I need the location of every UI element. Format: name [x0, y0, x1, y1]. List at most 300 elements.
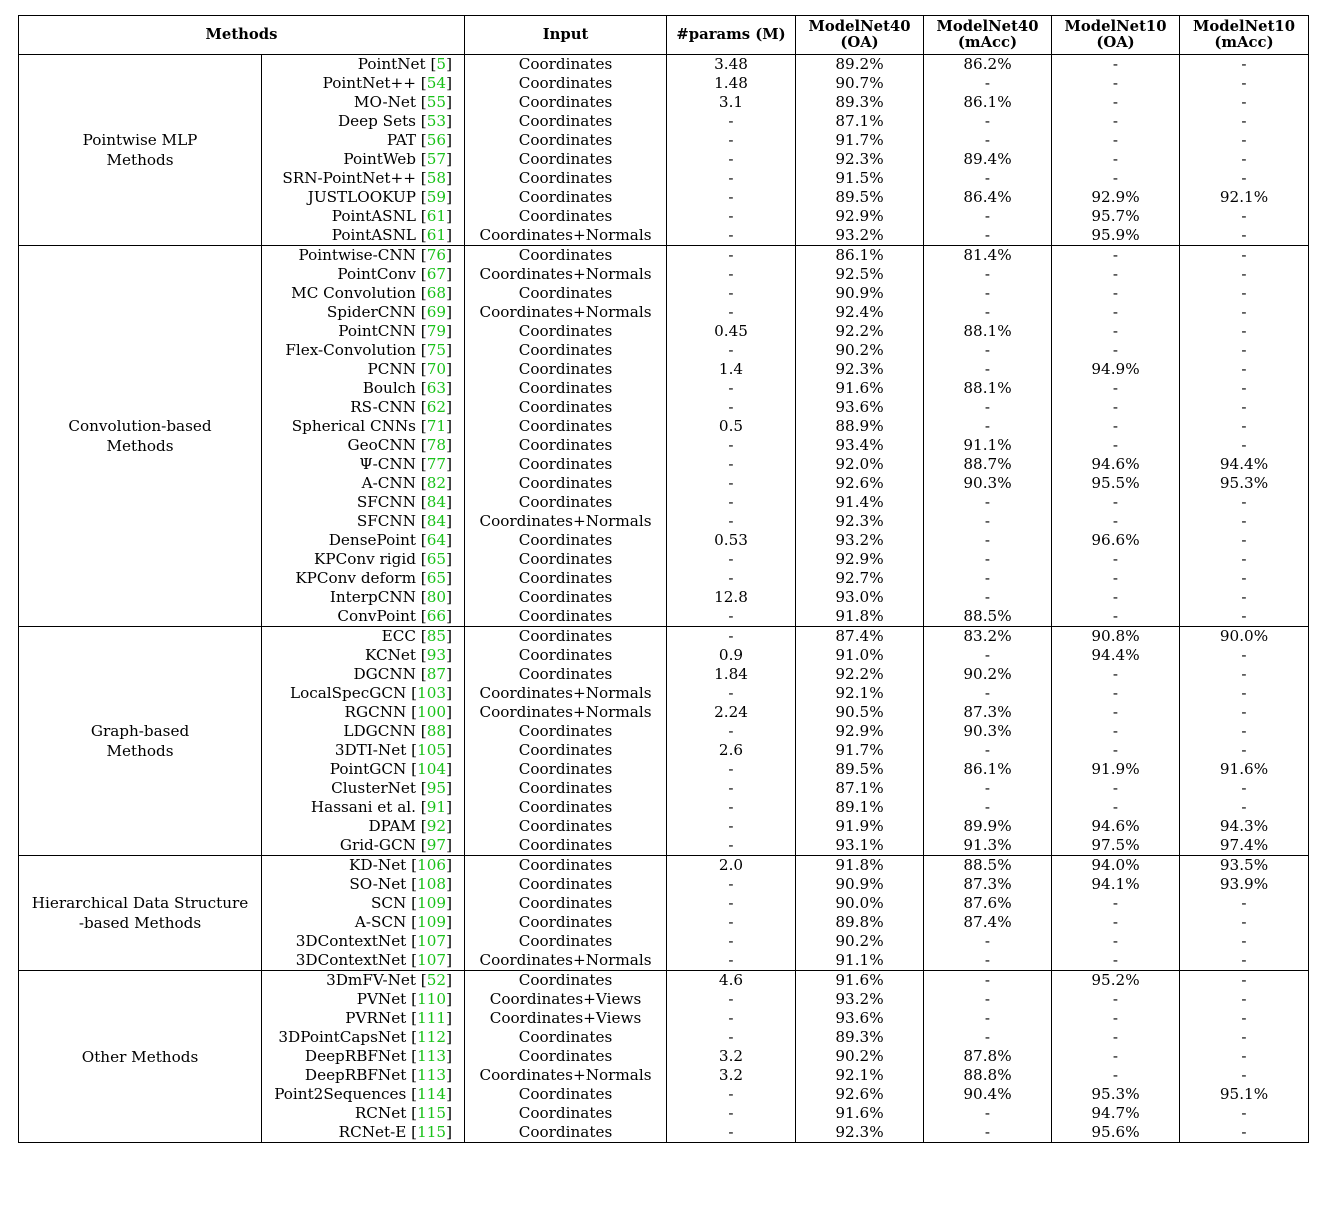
- mn10-macc-cell: -: [1180, 512, 1309, 531]
- mn40-oa-cell: 89.5%: [796, 188, 924, 207]
- citation-link[interactable]: 87: [426, 665, 447, 683]
- mn10-macc-cell: 95.1%: [1180, 1085, 1309, 1104]
- input-cell: Coordinates+Normals: [465, 703, 667, 722]
- citation-link[interactable]: 111: [417, 1009, 447, 1027]
- input-cell: Coordinates+Normals: [465, 684, 667, 703]
- mn10-macc-cell: -: [1180, 569, 1309, 588]
- mn10-macc-cell: -: [1180, 360, 1309, 379]
- params-cell: -: [667, 722, 796, 741]
- mn10-oa-cell: -: [1052, 569, 1180, 588]
- mn40-macc-cell: -: [924, 1028, 1052, 1047]
- mn40-macc-cell: 89.9%: [924, 817, 1052, 836]
- mn10-oa-cell: -: [1052, 93, 1180, 112]
- mn10-oa-cell: 91.9%: [1052, 760, 1180, 779]
- mn40-macc-cell: -: [924, 417, 1052, 436]
- mn40-oa-cell: 92.3%: [796, 1123, 924, 1143]
- input-cell: Coordinates: [465, 93, 667, 112]
- params-cell: -: [667, 836, 796, 856]
- citation-link[interactable]: 88: [426, 722, 447, 740]
- citation-link[interactable]: 66: [426, 607, 447, 625]
- method-name: Flex-Convolution [75]: [262, 341, 465, 360]
- citation-link[interactable]: 115: [417, 1104, 447, 1122]
- citation-link[interactable]: 82: [426, 474, 447, 492]
- mn40-oa-cell: 89.8%: [796, 913, 924, 932]
- params-cell: -: [667, 246, 796, 266]
- mn10-oa-cell: -: [1052, 1047, 1180, 1066]
- mn10-oa-cell: 94.9%: [1052, 360, 1180, 379]
- params-cell: -: [667, 1009, 796, 1028]
- mn40-macc-cell: -: [924, 588, 1052, 607]
- mn40-macc-cell: -: [924, 303, 1052, 322]
- results-table-container: [18, 15, 1309, 1143]
- mn40-macc-cell: 90.3%: [924, 474, 1052, 493]
- params-cell: -: [667, 226, 796, 246]
- table-row: [19, 55, 1309, 75]
- mn40-macc-cell: 87.4%: [924, 913, 1052, 932]
- params-cell: -: [667, 303, 796, 322]
- citation-link[interactable]: 63: [426, 379, 447, 397]
- citation-link[interactable]: 5: [436, 55, 447, 73]
- mn10-macc-cell: -: [1180, 1104, 1309, 1123]
- params-cell: 3.1: [667, 93, 796, 112]
- citation-link[interactable]: 108: [417, 875, 447, 893]
- mn10-macc-cell: -: [1180, 588, 1309, 607]
- params-cell: -: [667, 894, 796, 913]
- mn10-oa-cell: -: [1052, 379, 1180, 398]
- mn10-oa-cell: -: [1052, 436, 1180, 455]
- params-cell: 3.2: [667, 1047, 796, 1066]
- mn40-oa-cell: 87.1%: [796, 779, 924, 798]
- mn10-oa-cell: 95.5%: [1052, 474, 1180, 493]
- params-cell: -: [667, 493, 796, 512]
- params-cell: 0.53: [667, 531, 796, 550]
- mn10-macc-cell: 92.1%: [1180, 188, 1309, 207]
- header-params: #params (M): [667, 16, 796, 55]
- mn40-oa-cell: 92.1%: [796, 1066, 924, 1085]
- citation-link[interactable]: 95: [426, 779, 447, 797]
- group-label: Graph-based Methods: [19, 627, 262, 856]
- mn40-oa-cell: 91.9%: [796, 817, 924, 836]
- params-cell: -: [667, 265, 796, 284]
- mn10-oa-cell: -: [1052, 1028, 1180, 1047]
- method-name: 3DTI-Net [105]: [262, 741, 465, 760]
- mn40-oa-cell: 89.5%: [796, 760, 924, 779]
- mn10-macc-cell: -: [1180, 226, 1309, 246]
- citation-link[interactable]: 58: [426, 169, 447, 187]
- mn10-oa-cell: -: [1052, 55, 1180, 75]
- mn40-macc-cell: -: [924, 360, 1052, 379]
- params-cell: 2.6: [667, 741, 796, 760]
- mn10-macc-cell: -: [1180, 531, 1309, 550]
- mn10-macc-cell: 97.4%: [1180, 836, 1309, 856]
- mn40-oa-cell: 90.2%: [796, 932, 924, 951]
- mn40-oa-cell: 93.2%: [796, 990, 924, 1009]
- mn10-oa-cell: -: [1052, 798, 1180, 817]
- citation-link[interactable]: 109: [417, 913, 447, 931]
- input-cell: Coordinates: [465, 1104, 667, 1123]
- citation-link[interactable]: 59: [426, 188, 447, 206]
- mn40-macc-cell: -: [924, 798, 1052, 817]
- method-name: Boulch [63]: [262, 379, 465, 398]
- citation-link[interactable]: 112: [417, 1028, 447, 1046]
- method-name: RCNet [115]: [262, 1104, 465, 1123]
- mn40-oa-cell: 92.6%: [796, 1085, 924, 1104]
- method-name: RS-CNN [62]: [262, 398, 465, 417]
- mn40-oa-cell: 89.3%: [796, 93, 924, 112]
- citation-link[interactable]: 115: [417, 1123, 447, 1141]
- citation-link[interactable]: 113: [417, 1047, 447, 1065]
- mn10-macc-cell: -: [1180, 74, 1309, 93]
- input-cell: Coordinates: [465, 817, 667, 836]
- citation-link[interactable]: 61: [426, 226, 447, 244]
- params-cell: -: [667, 455, 796, 474]
- input-cell: Coordinates: [465, 74, 667, 93]
- citation-link[interactable]: 69: [426, 303, 447, 321]
- mn40-macc-cell: -: [924, 74, 1052, 93]
- citation-link[interactable]: 92: [426, 817, 447, 835]
- mn40-oa-cell: 92.6%: [796, 474, 924, 493]
- method-name: PointConv [67]: [262, 265, 465, 284]
- citation-link[interactable]: 65: [426, 550, 447, 568]
- mn40-macc-cell: 90.2%: [924, 665, 1052, 684]
- mn40-oa-cell: 92.2%: [796, 322, 924, 341]
- mn10-macc-cell: 94.3%: [1180, 817, 1309, 836]
- mn10-macc-cell: -: [1180, 1028, 1309, 1047]
- method-name: PVRNet [111]: [262, 1009, 465, 1028]
- mn10-macc-cell: -: [1180, 55, 1309, 75]
- input-cell: Coordinates: [465, 760, 667, 779]
- mn40-macc-cell: -: [924, 646, 1052, 665]
- header-row: [19, 16, 1309, 55]
- input-cell: Coordinates: [465, 207, 667, 226]
- citation-link[interactable]: 84: [426, 493, 447, 511]
- method-name: ECC [85]: [262, 627, 465, 647]
- mn40-oa-cell: 93.2%: [796, 531, 924, 550]
- citation-link[interactable]: 65: [426, 569, 447, 587]
- mn40-macc-cell: -: [924, 971, 1052, 991]
- citation-link[interactable]: 71: [426, 417, 447, 435]
- mn10-oa-cell: -: [1052, 322, 1180, 341]
- mn10-macc-cell: -: [1180, 607, 1309, 627]
- table-row: [19, 856, 1309, 876]
- params-cell: -: [667, 932, 796, 951]
- mn40-macc-cell: -: [924, 990, 1052, 1009]
- params-cell: -: [667, 379, 796, 398]
- citation-link[interactable]: 77: [426, 455, 447, 473]
- citation-link[interactable]: 113: [417, 1066, 447, 1084]
- method-name: KPConv deform [65]: [262, 569, 465, 588]
- mn40-oa-cell: 92.9%: [796, 722, 924, 741]
- mn10-oa-cell: -: [1052, 932, 1180, 951]
- citation-link[interactable]: 56: [426, 131, 447, 149]
- mn40-macc-cell: 87.8%: [924, 1047, 1052, 1066]
- header-modelnet40-oa: ModelNet40 (OA): [796, 16, 924, 55]
- mn40-macc-cell: -: [924, 284, 1052, 303]
- params-cell: -: [667, 512, 796, 531]
- method-name: 3DmFV-Net [52]: [262, 971, 465, 991]
- mn10-macc-cell: -: [1180, 1009, 1309, 1028]
- input-cell: Coordinates: [465, 894, 667, 913]
- mn10-oa-cell: -: [1052, 588, 1180, 607]
- method-name: PVNet [110]: [262, 990, 465, 1009]
- mn40-oa-cell: 91.7%: [796, 741, 924, 760]
- citation-link[interactable]: 100: [417, 703, 447, 721]
- input-cell: Coordinates+Normals: [465, 265, 667, 284]
- table-row: [19, 971, 1309, 991]
- mn40-oa-cell: 92.9%: [796, 207, 924, 226]
- mn40-macc-cell: -: [924, 493, 1052, 512]
- citation-link[interactable]: 85: [426, 627, 447, 645]
- mn40-macc-cell: -: [924, 550, 1052, 569]
- mn10-macc-cell: -: [1180, 246, 1309, 266]
- input-cell: Coordinates: [465, 150, 667, 169]
- mn10-oa-cell: 94.6%: [1052, 817, 1180, 836]
- method-name: Hassani et al. [91]: [262, 798, 465, 817]
- citation-link[interactable]: 107: [417, 951, 447, 969]
- citation-link[interactable]: 91: [426, 798, 447, 816]
- input-cell: Coordinates: [465, 188, 667, 207]
- mn10-macc-cell: -: [1180, 951, 1309, 971]
- params-cell: 2.24: [667, 703, 796, 722]
- results-table: [18, 15, 1309, 1143]
- citation-link[interactable]: 114: [417, 1085, 447, 1103]
- mn40-oa-cell: 93.0%: [796, 588, 924, 607]
- mn10-oa-cell: -: [1052, 265, 1180, 284]
- mn40-macc-cell: 90.3%: [924, 722, 1052, 741]
- params-cell: -: [667, 188, 796, 207]
- group-label: Pointwise MLP Methods: [19, 55, 262, 246]
- method-name: SCN [109]: [262, 894, 465, 913]
- params-cell: -: [667, 341, 796, 360]
- input-cell: Coordinates: [465, 246, 667, 266]
- method-name: Grid-GCN [97]: [262, 836, 465, 856]
- mn40-macc-cell: 90.4%: [924, 1085, 1052, 1104]
- input-cell: Coordinates: [465, 798, 667, 817]
- citation-link[interactable]: 105: [417, 741, 447, 759]
- mn10-oa-cell: -: [1052, 493, 1180, 512]
- citation-link[interactable]: 52: [426, 971, 447, 989]
- mn10-macc-cell: -: [1180, 1047, 1309, 1066]
- input-cell: Coordinates: [465, 722, 667, 741]
- method-name: DPAM [92]: [262, 817, 465, 836]
- citation-link[interactable]: 93: [426, 646, 447, 664]
- mn40-oa-cell: 90.7%: [796, 74, 924, 93]
- mn10-macc-cell: -: [1180, 798, 1309, 817]
- method-name: KD-Net [106]: [262, 856, 465, 876]
- table-row: [19, 627, 1309, 647]
- params-cell: -: [667, 913, 796, 932]
- citation-link[interactable]: 64: [426, 531, 447, 549]
- mn10-oa-cell: -: [1052, 722, 1180, 741]
- input-cell: Coordinates: [465, 1028, 667, 1047]
- input-cell: Coordinates+Normals: [465, 303, 667, 322]
- mn40-oa-cell: 90.2%: [796, 1047, 924, 1066]
- params-cell: -: [667, 284, 796, 303]
- citation-link[interactable]: 106: [417, 856, 447, 874]
- method-name: JUSTLOOKUP [59]: [262, 188, 465, 207]
- citation-link[interactable]: 84: [426, 512, 447, 530]
- mn10-oa-cell: -: [1052, 1066, 1180, 1085]
- table-body: [19, 55, 1309, 1143]
- mn10-oa-cell: -: [1052, 741, 1180, 760]
- mn40-oa-cell: 91.8%: [796, 607, 924, 627]
- input-cell: Coordinates+Normals: [465, 226, 667, 246]
- mn10-oa-cell: -: [1052, 607, 1180, 627]
- method-name: GeoCNN [78]: [262, 436, 465, 455]
- mn10-oa-cell: -: [1052, 684, 1180, 703]
- mn40-macc-cell: -: [924, 569, 1052, 588]
- citation-link[interactable]: 97: [426, 836, 447, 854]
- mn10-macc-cell: -: [1180, 379, 1309, 398]
- mn40-macc-cell: -: [924, 226, 1052, 246]
- mn10-macc-cell: -: [1180, 684, 1309, 703]
- input-cell: Coordinates: [465, 569, 667, 588]
- mn10-macc-cell: -: [1180, 322, 1309, 341]
- mn40-macc-cell: -: [924, 684, 1052, 703]
- mn10-oa-cell: 95.7%: [1052, 207, 1180, 226]
- mn10-macc-cell: -: [1180, 112, 1309, 131]
- input-cell: Coordinates: [465, 875, 667, 894]
- method-name: PointCNN [79]: [262, 322, 465, 341]
- mn40-macc-cell: -: [924, 951, 1052, 971]
- input-cell: Coordinates: [465, 971, 667, 991]
- mn40-oa-cell: 93.1%: [796, 836, 924, 856]
- mn40-oa-cell: 91.7%: [796, 131, 924, 150]
- method-name: Pointwise-CNN [76]: [262, 246, 465, 266]
- mn10-oa-cell: -: [1052, 131, 1180, 150]
- params-cell: 0.45: [667, 322, 796, 341]
- method-name: ConvPoint [66]: [262, 607, 465, 627]
- mn40-oa-cell: 92.2%: [796, 665, 924, 684]
- citation-link[interactable]: 62: [426, 398, 447, 416]
- method-name: KPConv rigid [65]: [262, 550, 465, 569]
- mn40-oa-cell: 92.0%: [796, 455, 924, 474]
- mn40-oa-cell: 90.9%: [796, 284, 924, 303]
- input-cell: Coordinates: [465, 627, 667, 647]
- input-cell: Coordinates: [465, 856, 667, 876]
- mn40-oa-cell: 87.4%: [796, 627, 924, 647]
- mn10-macc-cell: -: [1180, 722, 1309, 741]
- citation-link[interactable]: 53: [426, 112, 447, 130]
- input-cell: Coordinates: [465, 607, 667, 627]
- mn10-macc-cell: -: [1180, 150, 1309, 169]
- mn40-macc-cell: 87.6%: [924, 894, 1052, 913]
- mn10-oa-cell: -: [1052, 665, 1180, 684]
- mn10-macc-cell: -: [1180, 703, 1309, 722]
- input-cell: Coordinates+Views: [465, 990, 667, 1009]
- input-cell: Coordinates: [465, 741, 667, 760]
- group-label: Other Methods: [19, 971, 262, 1143]
- mn10-macc-cell: -: [1180, 971, 1309, 991]
- citation-link[interactable]: 78: [426, 436, 447, 454]
- citation-link[interactable]: 80: [426, 588, 447, 606]
- citation-link[interactable]: 109: [417, 894, 447, 912]
- method-name: LDGCNN [88]: [262, 722, 465, 741]
- mn40-macc-cell: -: [924, 512, 1052, 531]
- citation-link[interactable]: 54: [426, 74, 447, 92]
- mn40-macc-cell: 88.8%: [924, 1066, 1052, 1085]
- input-cell: Coordinates: [465, 55, 667, 75]
- mn10-macc-cell: -: [1180, 341, 1309, 360]
- citation-link[interactable]: 107: [417, 932, 447, 950]
- input-cell: Coordinates: [465, 665, 667, 684]
- input-cell: Coordinates: [465, 398, 667, 417]
- citation-link[interactable]: 79: [426, 322, 447, 340]
- method-name: ClusterNet [95]: [262, 779, 465, 798]
- citation-link[interactable]: 75: [426, 341, 447, 359]
- method-name: DeepRBFNet [113]: [262, 1066, 465, 1085]
- mn40-oa-cell: 90.0%: [796, 894, 924, 913]
- citation-link[interactable]: 76: [426, 246, 447, 264]
- mn40-macc-cell: 87.3%: [924, 703, 1052, 722]
- citation-link[interactable]: 104: [417, 760, 447, 778]
- mn40-macc-cell: 87.3%: [924, 875, 1052, 894]
- method-name: 3DContextNet [107]: [262, 932, 465, 951]
- input-cell: Coordinates: [465, 322, 667, 341]
- citation-link[interactable]: 110: [417, 990, 447, 1008]
- mn10-oa-cell: 96.6%: [1052, 531, 1180, 550]
- citation-link[interactable]: 70: [426, 360, 447, 378]
- mn10-oa-cell: -: [1052, 112, 1180, 131]
- input-cell: Coordinates: [465, 436, 667, 455]
- mn10-macc-cell: 95.3%: [1180, 474, 1309, 493]
- mn40-oa-cell: 91.6%: [796, 379, 924, 398]
- mn10-macc-cell: -: [1180, 265, 1309, 284]
- mn10-oa-cell: -: [1052, 284, 1180, 303]
- citation-link[interactable]: 103: [417, 684, 447, 702]
- citation-link[interactable]: 67: [426, 265, 447, 283]
- mn40-macc-cell: -: [924, 531, 1052, 550]
- citation-link[interactable]: 57: [426, 150, 447, 168]
- mn10-macc-cell: -: [1180, 894, 1309, 913]
- mn10-oa-cell: -: [1052, 951, 1180, 971]
- mn10-macc-cell: 93.9%: [1180, 875, 1309, 894]
- method-name: PointASNL [61]: [262, 226, 465, 246]
- citation-link[interactable]: 68: [426, 284, 447, 302]
- mn40-macc-cell: 86.1%: [924, 760, 1052, 779]
- params-cell: -: [667, 684, 796, 703]
- method-name: SO-Net [108]: [262, 875, 465, 894]
- mn10-oa-cell: -: [1052, 74, 1180, 93]
- input-cell: Coordinates: [465, 1047, 667, 1066]
- mn10-macc-cell: -: [1180, 493, 1309, 512]
- mn40-macc-cell: -: [924, 341, 1052, 360]
- input-cell: Coordinates: [465, 455, 667, 474]
- input-cell: Coordinates: [465, 913, 667, 932]
- citation-link[interactable]: 55: [426, 93, 447, 111]
- params-cell: 3.2: [667, 1066, 796, 1085]
- mn10-oa-cell: 94.4%: [1052, 646, 1180, 665]
- mn40-macc-cell: 86.1%: [924, 93, 1052, 112]
- mn40-oa-cell: 92.5%: [796, 265, 924, 284]
- mn40-oa-cell: 86.1%: [796, 246, 924, 266]
- input-cell: Coordinates: [465, 1085, 667, 1104]
- method-name: DensePoint [64]: [262, 531, 465, 550]
- citation-link[interactable]: 61: [426, 207, 447, 225]
- params-cell: -: [667, 1104, 796, 1123]
- params-cell: -: [667, 798, 796, 817]
- input-cell: Coordinates: [465, 646, 667, 665]
- mn10-oa-cell: -: [1052, 246, 1180, 266]
- mn10-oa-cell: -: [1052, 894, 1180, 913]
- mn40-macc-cell: 88.1%: [924, 379, 1052, 398]
- mn40-oa-cell: 89.2%: [796, 55, 924, 75]
- params-cell: -: [667, 436, 796, 455]
- method-name: Point2Sequences [114]: [262, 1085, 465, 1104]
- method-name: 3DPointCapsNet [112]: [262, 1028, 465, 1047]
- mn40-macc-cell: -: [924, 398, 1052, 417]
- params-cell: -: [667, 817, 796, 836]
